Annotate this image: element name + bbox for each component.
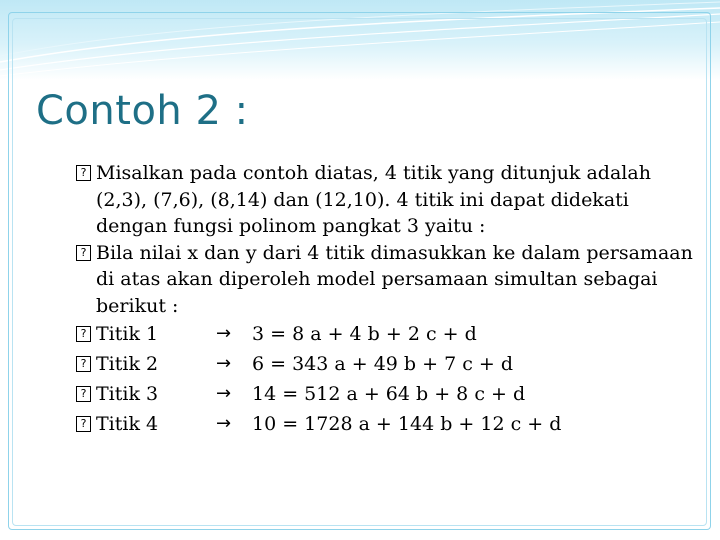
equation-row-1 <box>76 319 696 349</box>
arrow-right-icon: → <box>216 413 232 434</box>
equation-text: 6 = 343 a + 49 b + 7 c + d <box>252 353 514 375</box>
arrow-right-icon: → <box>216 383 232 404</box>
bullet-icon: ? <box>76 326 91 342</box>
paragraph-2-text: Bila nilai x dan y dari 4 titik dimasukkan ke dalam persamaan di atas akan diperoleh model persamaan simultan sebagai berikut : <box>96 241 693 317</box>
equation-text: 14 = 512 a + 64 b + 8 c + d <box>252 383 526 405</box>
paragraph-1 <box>76 160 696 240</box>
arrow-right-icon: → <box>216 323 232 344</box>
paragraph-2 <box>76 240 696 320</box>
paragraph-1-text: Misalkan pada contoh diatas, 4 titik yang ditunjuk adalah (2,3), (7,6), (8,14) dan (12,10). 4 titik ini dapat didekati dengan fungsi polinom pangkat 3 yaitu : <box>96 162 651 237</box>
equation-label: Titik 3 <box>96 383 159 405</box>
equation-text: 10 = 1728 a + 144 b + 12 c + d <box>252 413 562 435</box>
equation-label: Titik 1 <box>96 323 159 345</box>
slide-title: Contoh 2 : <box>36 88 249 134</box>
bullet-icon: ? <box>76 356 91 372</box>
equation-text: 3 = 8 a + 4 b + 2 c + d <box>252 323 477 345</box>
slide-content <box>76 160 696 439</box>
equation-row-2 <box>76 349 696 379</box>
bullet-icon: ? <box>76 386 91 402</box>
bullet-icon: ? <box>76 416 91 432</box>
equation-row-3 <box>76 379 696 409</box>
equation-row-4 <box>76 409 696 439</box>
equation-label: Titik 2 <box>96 353 159 375</box>
bullet-icon: ? <box>76 245 91 261</box>
bullet-icon: ? <box>76 165 91 181</box>
equation-label: Titik 4 <box>96 413 159 435</box>
arrow-right-icon: → <box>216 353 232 374</box>
